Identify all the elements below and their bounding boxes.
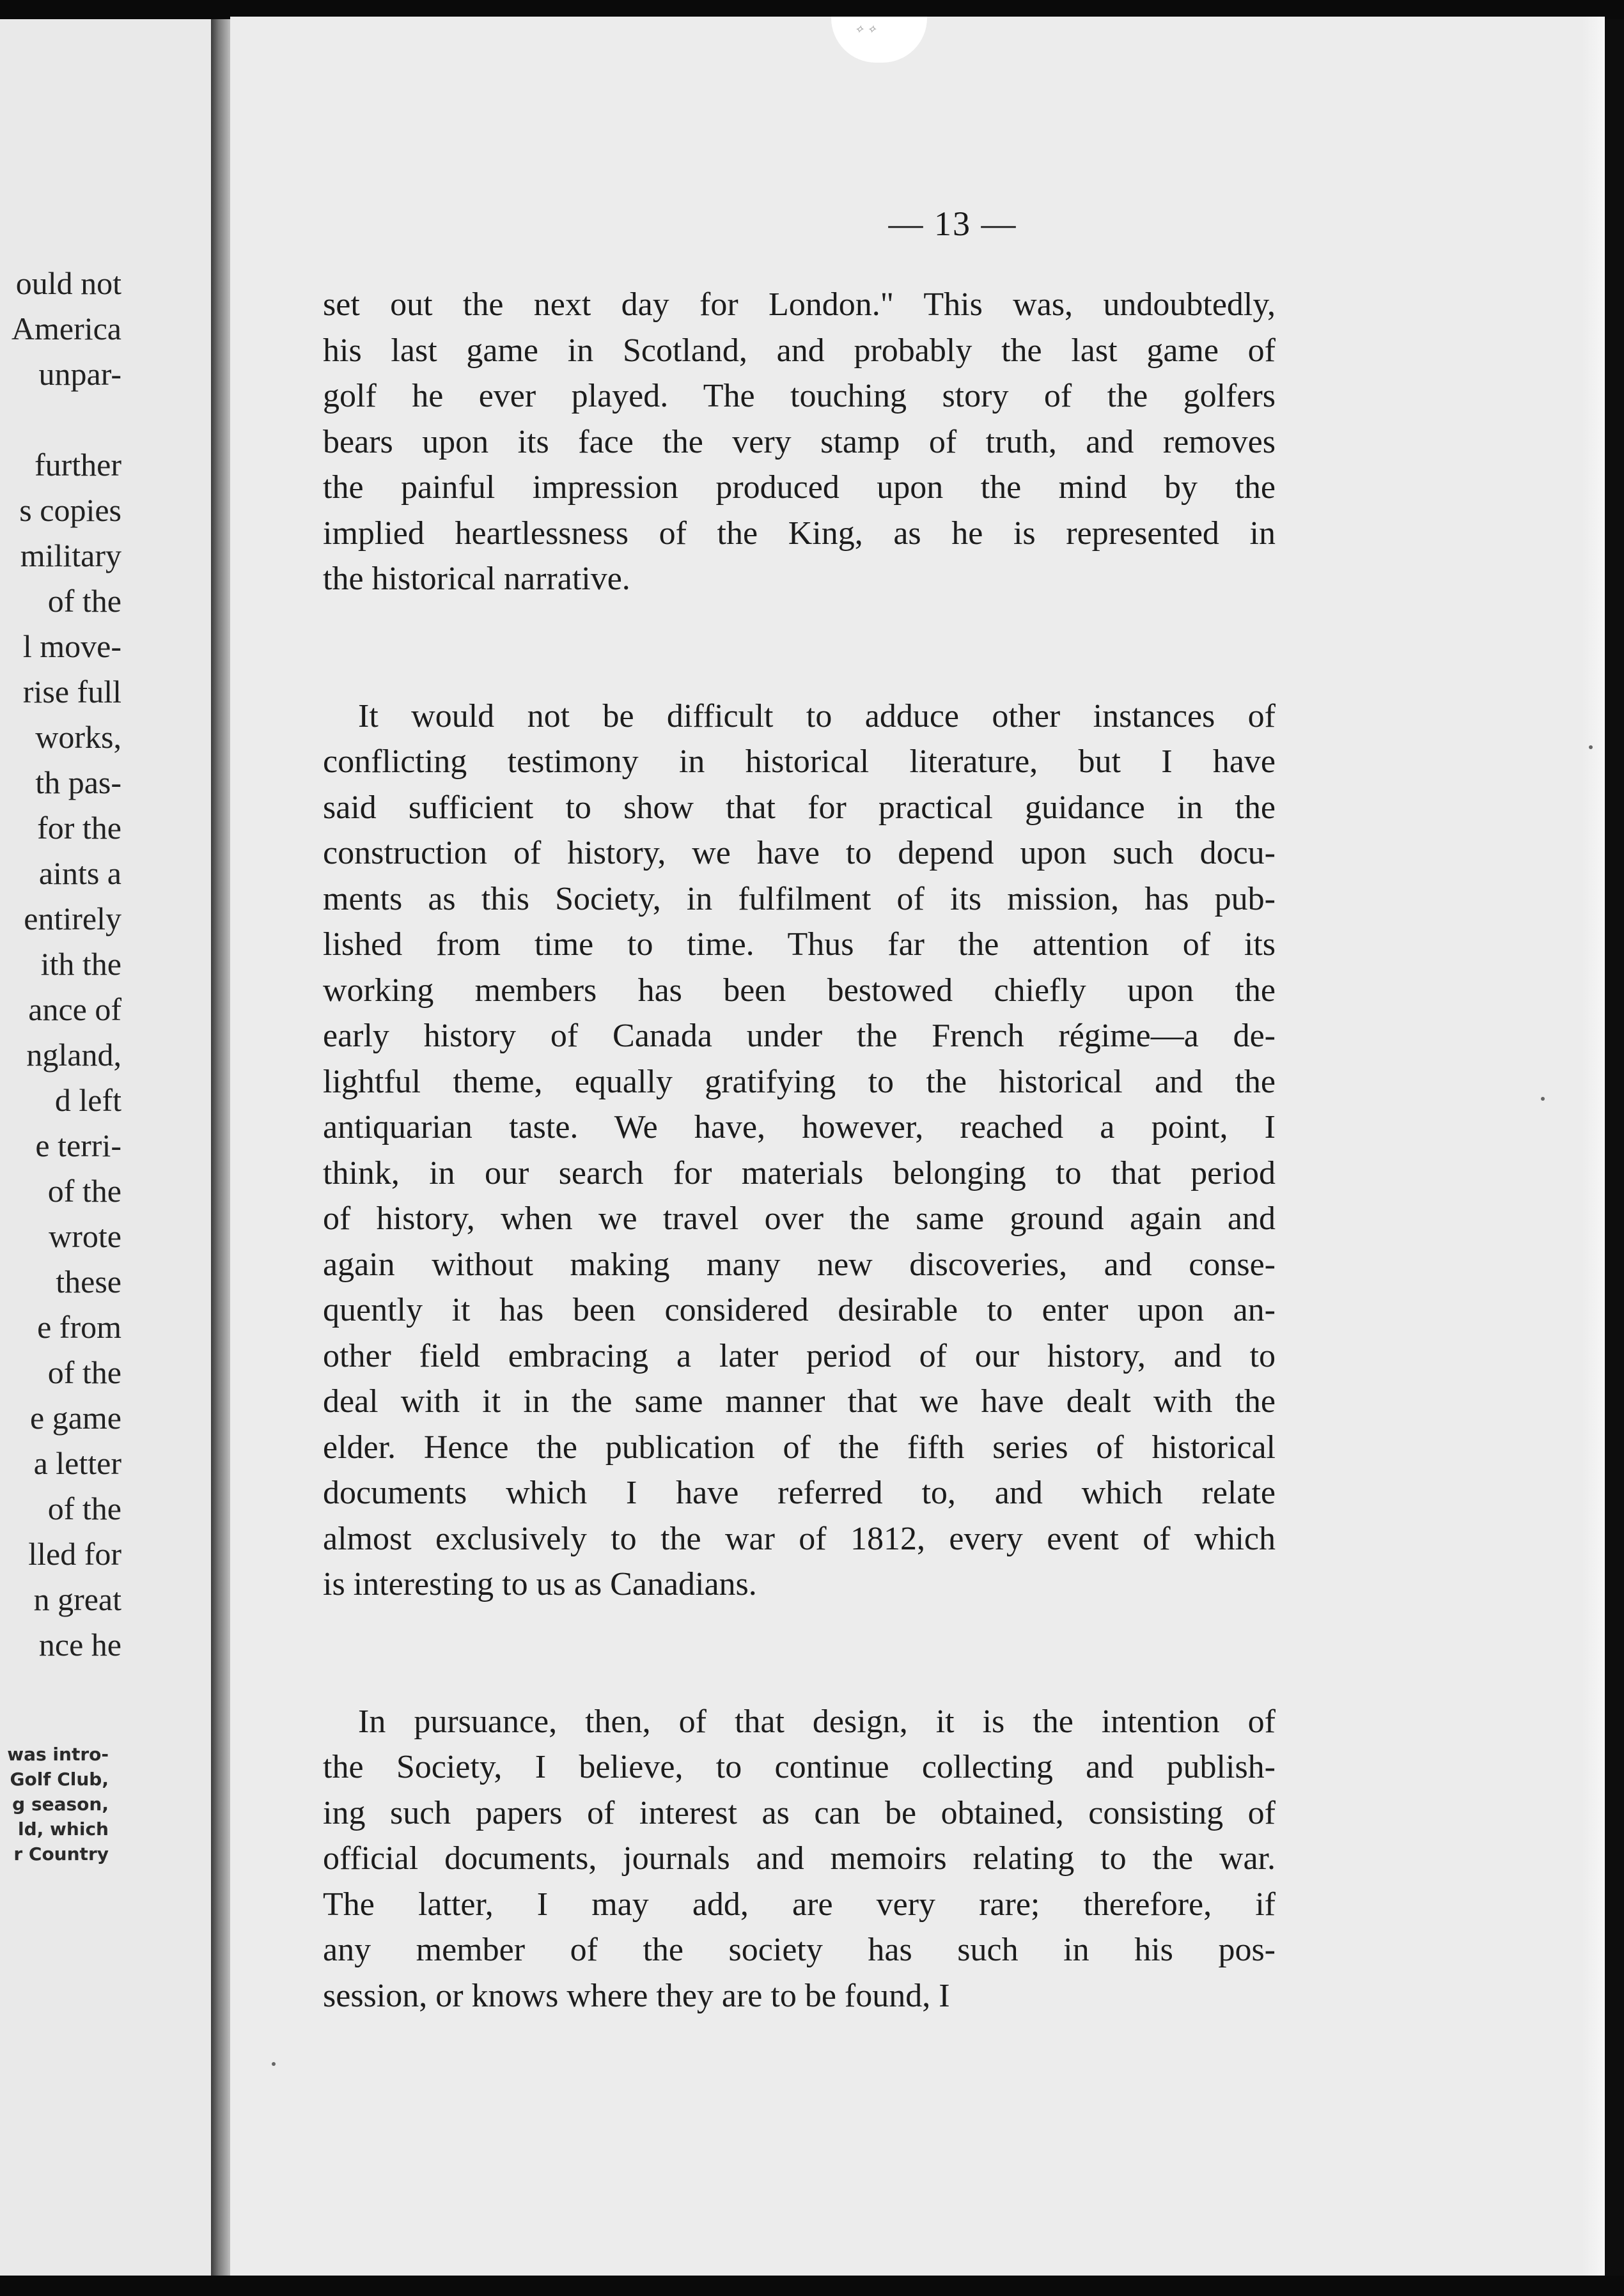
left-page-note-line: Golf Club, [10, 1769, 109, 1790]
text-line: official documents, journals and memoirs relating to the war. [323, 1840, 1276, 1877]
text-line: bears upon its face the very stamp of truth, and removes [323, 423, 1276, 460]
text-line: early history of Canada under the French régime—a de- [323, 1018, 1276, 1054]
book-gutter [211, 19, 230, 2276]
text-line: documents which I have referred to, and which relate [323, 1475, 1276, 1511]
text-line: golf he ever played. The touching story of the golfers [323, 378, 1276, 414]
main-page [230, 17, 1605, 2276]
text-line: said sufficient to show that for practical guidance in the [323, 789, 1276, 826]
text-line: In pursuance, then, of that design, it is the intention of [358, 1703, 1276, 1740]
left-page-text [0, 261, 121, 1668]
text-line: set out the next day for London." This was, undoubtedly, [323, 286, 1276, 323]
text-line: The latter, I may add, are very rare; therefore, if [323, 1886, 1276, 1923]
left-page-line: e from [37, 1309, 121, 1345]
left-page-line: nce he [38, 1627, 121, 1663]
left-page-line: e terri- [35, 1128, 121, 1163]
text-line: the painful impression produced upon the mind by the [323, 469, 1276, 506]
paragraph [323, 694, 1276, 1608]
left-page-line: America [11, 311, 121, 346]
bottom-scan-border [0, 2276, 1624, 2296]
left-page-line: n great [33, 1581, 121, 1617]
left-page-note-line: g season, [12, 1794, 109, 1815]
text-line: construction of history, we have to depend upon such docu- [323, 835, 1276, 871]
left-page-line: wrote [49, 1218, 121, 1254]
left-page-line: lled for [28, 1536, 121, 1572]
left-page-line: for the [37, 810, 121, 846]
left-page-line: s copies [19, 492, 121, 528]
left-page-footnote [0, 1742, 109, 1866]
left-page-line: these [56, 1264, 121, 1299]
text-line: his last game in Scotland, and probably the last game of [323, 332, 1276, 369]
left-page-line: entirely [24, 901, 121, 936]
page-number: — 13 — [888, 205, 1017, 243]
left-page-line: of the [47, 1173, 121, 1209]
text-line: lished from time to time. Thus far the attention of its [323, 926, 1276, 963]
text-line: deal with it in the same manner that we have dealt with the [323, 1383, 1276, 1420]
text-line: think, in our search for materials belonging to that period [323, 1154, 1276, 1191]
paragraph [323, 1699, 1276, 2019]
left-page-line: works, [35, 719, 121, 755]
text-line: again without making many new discoveries, and conse- [323, 1246, 1276, 1283]
left-page-line: of the [47, 1491, 121, 1526]
text-line: almost exclusively to the war of 1812, every event of which [323, 1520, 1276, 1557]
text-line: other field embracing a later period of our history, and to [323, 1337, 1276, 1374]
paragraph [323, 282, 1276, 602]
left-page-line: of the [47, 1354, 121, 1390]
scan-speck [272, 2062, 276, 2066]
left-page-line: e game [30, 1400, 121, 1436]
text-line: ing such papers of interest as can be obtained, consisting of [323, 1794, 1276, 1831]
left-page-line: th pas- [35, 764, 121, 800]
left-page-line: l move- [22, 628, 121, 664]
text-line: implied heartlessness of the King, as he is represented in [323, 515, 1276, 552]
text-line: any member of the society has such in his pos- [323, 1932, 1276, 1968]
library-stamp: ✧ ✧ [831, 17, 927, 63]
left-page-line: d left [54, 1082, 121, 1118]
left-page-line: unpar- [38, 356, 121, 392]
text-line: the Society, I believe, to continue collecting and publish- [323, 1749, 1276, 1785]
text-line: session, or knows where they are to be found, I [323, 1977, 950, 2014]
left-page-line: a letter [33, 1445, 121, 1481]
left-page-line: ith the [40, 946, 121, 982]
scan-speck [1589, 745, 1593, 749]
left-page-line: ance of [28, 991, 121, 1027]
page-edge-shade [1582, 17, 1605, 2276]
text-line: of history, when we travel over the same ground again and [323, 1200, 1276, 1237]
scan-speck [1541, 1097, 1545, 1101]
left-page-line: rise full [22, 674, 121, 710]
left-page-line: ould not [15, 265, 121, 301]
text-line: elder. Hence the publication of the fifth series of historical [323, 1429, 1276, 1466]
text-line: the historical narrative. [323, 561, 630, 597]
text-line: working members has been bestowed chiefly upon the [323, 972, 1276, 1009]
left-page-line: ngland, [26, 1037, 121, 1073]
body-text [323, 282, 1276, 2110]
left-facing-page [0, 19, 211, 2276]
text-line: is interesting to us as Canadians. [323, 1566, 757, 1602]
text-line: quently it has been considered desirable to enter upon an- [323, 1292, 1276, 1328]
left-page-note-line: r Country [13, 1843, 109, 1865]
left-page-line [0, 397, 121, 442]
left-page-line: military [20, 538, 121, 573]
left-page-line: further [34, 447, 121, 483]
left-page-line: aints a [38, 855, 121, 891]
text-line: antiquarian taste. We have, however, reached a point, I [323, 1109, 1276, 1145]
text-line: It would not be difficult to adduce other instances of [358, 697, 1276, 734]
left-page-note-line: was intro- [7, 1744, 109, 1765]
text-line: lightful theme, equally gratifying to the historical and the [323, 1063, 1276, 1100]
text-line: conflicting testimony in historical literature, but I have [323, 743, 1276, 780]
left-page-line: of the [47, 583, 121, 619]
text-line: ments as this Society, in fulfilment of its mission, has pub- [323, 880, 1276, 917]
left-page-note-line: ld, which [18, 1819, 109, 1840]
